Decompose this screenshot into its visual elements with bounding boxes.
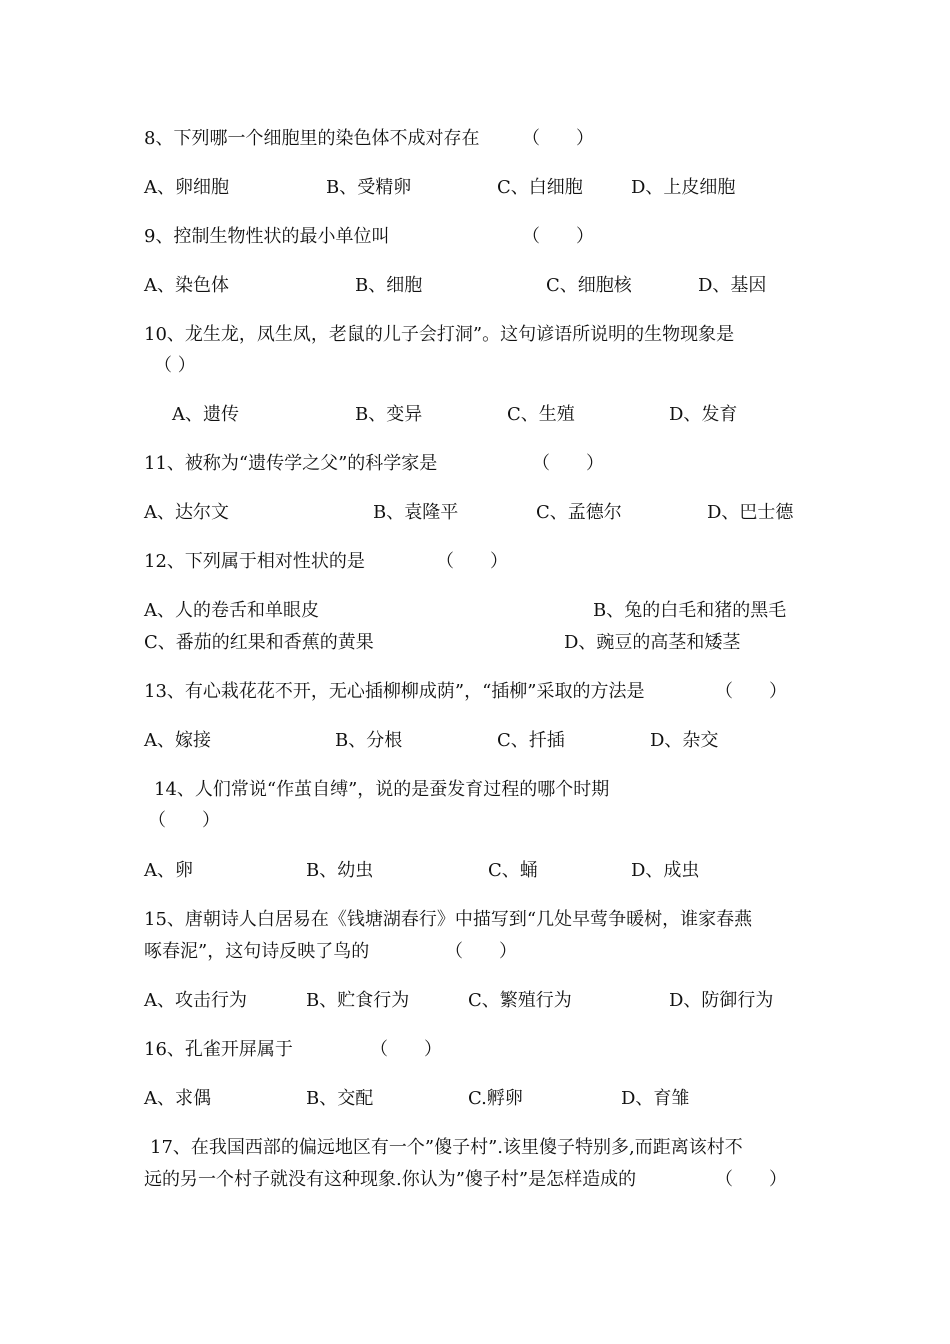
question-15-option-d: D、防御行为 xyxy=(669,990,774,1011)
question-11-option-b: B、袁隆平 xyxy=(373,502,459,523)
question-10-stem: 10、龙生龙，凤生凤，老鼠的儿子会打洞”。这句谚语所说明的生物现象是 xyxy=(144,324,735,345)
question-16-option-d: D、育雏 xyxy=(621,1088,690,1109)
question-15-stem-continued: 啄春泥”，这句诗反映了鸟的 xyxy=(144,941,370,962)
question-11-option-a: A、达尔文 xyxy=(144,502,229,523)
question-12-option-b: B、兔的白毛和猪的黑毛 xyxy=(593,600,787,621)
question-13-stem: 13、有心栽花花不开，无心插柳柳成荫”，“插柳”采取的方法是 xyxy=(144,681,645,702)
question-17-stem-continued: 远的另一个村子就没有这种现象.你认为”傻子村”是怎样造成的 xyxy=(144,1169,637,1190)
question-12-stem: 12、下列属于相对性状的是 xyxy=(144,551,365,572)
question-10-answer-blank: （ ） xyxy=(154,355,196,376)
question-15-option-b: B、贮食行为 xyxy=(306,990,410,1011)
question-15-option-c: C、繁殖行为 xyxy=(468,990,572,1011)
question-12-option-d: D、豌豆的高茎和矮茎 xyxy=(564,632,741,653)
question-13-answer-blank: （ ） xyxy=(715,681,787,702)
question-9-stem: 9、控制生物性状的最小单位叫 xyxy=(144,226,390,247)
question-11-stem: 11、被称为“遗传学之父”的科学家是 xyxy=(144,453,438,474)
question-8-option-b: B、受精卵 xyxy=(326,177,412,198)
question-11-option-c: C、孟德尔 xyxy=(536,502,622,523)
question-8-option-d: D、上皮细胞 xyxy=(631,177,736,198)
question-8-stem: 8、下列哪一个细胞里的染色体不成对存在 xyxy=(144,128,480,149)
question-13-option-b: B、分根 xyxy=(335,730,403,751)
question-16-option-a: A、求偶 xyxy=(144,1088,211,1109)
question-10-option-a: A、遗传 xyxy=(172,404,239,425)
question-9-option-b: B、细胞 xyxy=(355,275,423,296)
question-9-option-d: D、基因 xyxy=(698,275,767,296)
question-15-stem: 15、唐朝诗人白居易在《钱塘湖春行》中描写到“几处早莺争暖树，谁家春燕 xyxy=(144,909,753,930)
question-10-option-c: C、生殖 xyxy=(507,404,575,425)
question-15-option-a: A、攻击行为 xyxy=(144,990,247,1011)
question-12-option-c: C、番茄的红果和香蕉的黄果 xyxy=(144,632,374,653)
question-10-option-b: B、变异 xyxy=(355,404,423,425)
question-8-option-a: A、卵细胞 xyxy=(144,177,229,198)
question-8-answer-blank: （ ） xyxy=(522,128,594,149)
question-15-answer-blank: （ ） xyxy=(445,941,517,962)
question-17-stem: 17、在我国西部的偏远地区有一个”傻子村”.该里傻子特别多,而距离该村不 xyxy=(150,1137,743,1158)
question-14-option-b: B、幼虫 xyxy=(306,860,374,881)
question-16-stem: 16、孔雀开屏属于 xyxy=(144,1039,293,1060)
question-13-option-d: D、杂交 xyxy=(650,730,719,751)
question-11-answer-blank: （ ） xyxy=(532,453,604,474)
question-14-answer-blank: （ ） xyxy=(148,810,220,831)
question-9-answer-blank: （ ） xyxy=(522,226,594,247)
question-17-answer-blank: （ ） xyxy=(715,1169,787,1190)
question-12-option-a: A、人的卷舌和单眼皮 xyxy=(144,600,319,621)
question-8-option-c: C、白细胞 xyxy=(497,177,583,198)
question-16-answer-blank: （ ） xyxy=(370,1039,442,1060)
question-13-option-c: C、扦插 xyxy=(497,730,565,751)
question-9-option-c: C、细胞核 xyxy=(546,275,632,296)
question-13-option-a: A、嫁接 xyxy=(144,730,211,751)
question-14-option-d: D、成虫 xyxy=(631,860,700,881)
question-16-option-c: C.孵卵 xyxy=(468,1088,523,1109)
question-14-stem: 14、人们常说“作茧自缚”，说的是蚕发育过程的哪个时期 xyxy=(154,779,610,800)
question-16-option-b: B、交配 xyxy=(306,1088,374,1109)
question-12-answer-blank: （ ） xyxy=(436,551,508,572)
question-9-option-a: A、染色体 xyxy=(144,275,229,296)
question-11-option-d: D、巴士德 xyxy=(707,502,794,523)
question-14-option-c: C、蛹 xyxy=(488,860,538,881)
question-14-option-a: A、卵 xyxy=(144,860,193,881)
question-10-option-d: D、发育 xyxy=(669,404,738,425)
